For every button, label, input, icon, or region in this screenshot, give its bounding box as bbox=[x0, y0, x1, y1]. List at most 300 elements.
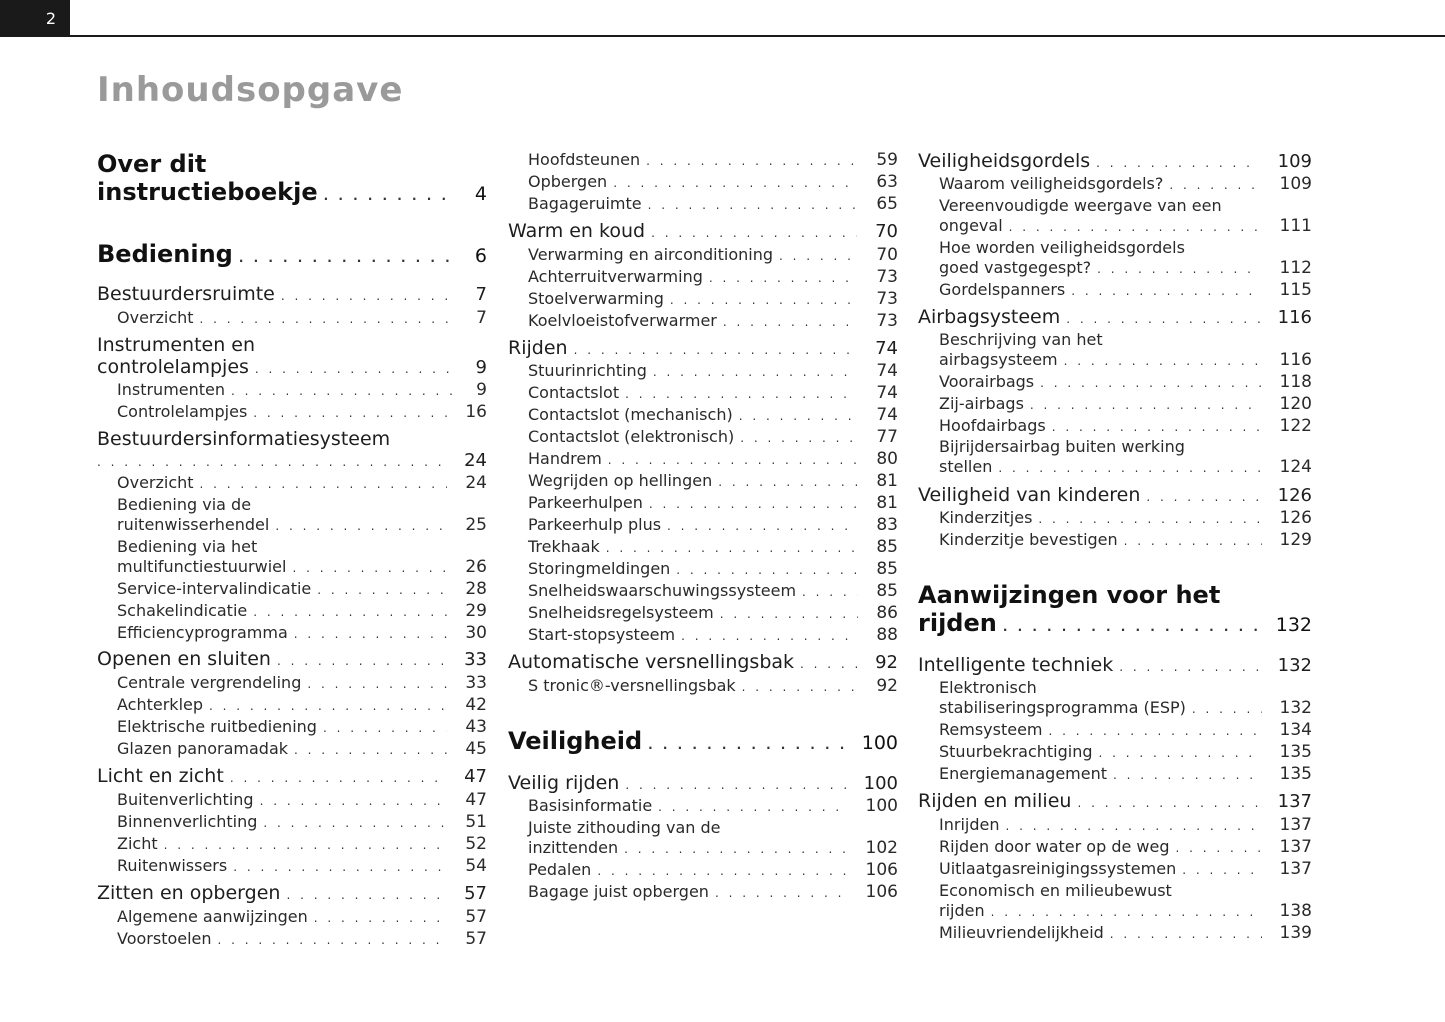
dot-leader bbox=[742, 680, 859, 694]
dot-leader bbox=[307, 677, 447, 691]
toc-entry-label: Efficiencyprogramma bbox=[117, 623, 294, 642]
toc-entry[interactable] bbox=[939, 923, 1312, 943]
toc-entry[interactable] bbox=[528, 311, 898, 331]
toc-page-number: 25 bbox=[465, 515, 487, 535]
toc-entry-label: Energiemanagement bbox=[939, 764, 1113, 783]
toc-page-number: 132 bbox=[1279, 698, 1312, 718]
dot-leader bbox=[230, 771, 446, 785]
dot-leader bbox=[1182, 863, 1261, 877]
toc-entry-label: Koelvloeistofverwarmer bbox=[528, 311, 723, 330]
toc-entry-label: S tronic®-versnellingsbak bbox=[528, 676, 742, 695]
toc-page-number: 88 bbox=[876, 625, 898, 645]
toc-entry-label: Trekhaak bbox=[528, 537, 606, 556]
toc-page-number: 63 bbox=[876, 172, 898, 192]
dot-leader bbox=[317, 583, 447, 597]
toc-entry[interactable] bbox=[918, 609, 1312, 637]
dot-leader bbox=[1052, 420, 1262, 434]
toc-entry-label: Veiligheidsgordels bbox=[918, 150, 1096, 172]
toc-entry-label-line: Bijrijdersairbag buiten werking bbox=[939, 437, 1185, 456]
toc-page-number: 92 bbox=[875, 652, 898, 673]
toc-entry-label: Hoofdsteunen bbox=[528, 150, 646, 169]
toc-page-number: 70 bbox=[876, 245, 898, 265]
dot-leader bbox=[255, 362, 458, 376]
toc-entry[interactable] bbox=[939, 280, 1312, 300]
dot-leader bbox=[253, 406, 447, 420]
toc-page-number: 132 bbox=[1275, 614, 1312, 636]
toc-page-number: 74 bbox=[875, 338, 898, 359]
toc-entry[interactable] bbox=[528, 172, 898, 192]
toc-entry-label: stabiliseringsprogramma (ESP) bbox=[939, 698, 1192, 717]
toc-entry[interactable] bbox=[97, 240, 487, 268]
toc-page-number: 85 bbox=[876, 537, 898, 557]
dot-leader bbox=[667, 519, 858, 533]
toc-entry-label: Parkeerhulpen bbox=[528, 493, 649, 512]
toc-page-number: 81 bbox=[876, 471, 898, 491]
dot-leader bbox=[651, 226, 857, 240]
toc-entry[interactable] bbox=[939, 457, 1312, 477]
toc-entry[interactable] bbox=[528, 245, 898, 265]
toc-page-number: 24 bbox=[465, 473, 487, 493]
toc-page-number: 116 bbox=[1279, 350, 1312, 370]
dot-leader bbox=[294, 743, 447, 757]
dot-leader bbox=[1005, 819, 1261, 833]
dot-leader bbox=[1099, 746, 1262, 760]
toc-entry[interactable] bbox=[918, 150, 1312, 172]
header-rule bbox=[70, 35, 1445, 37]
dot-leader bbox=[1096, 156, 1259, 170]
dot-leader bbox=[608, 453, 859, 467]
toc-entry[interactable] bbox=[528, 194, 898, 214]
toc-entry[interactable] bbox=[117, 557, 487, 577]
toc-entry[interactable] bbox=[508, 727, 898, 755]
toc-entry-label: Opbergen bbox=[528, 172, 613, 191]
dot-leader bbox=[1124, 534, 1262, 548]
toc-entry-label: Licht en zicht bbox=[97, 765, 230, 787]
page-number-tab bbox=[0, 0, 70, 37]
toc-entry[interactable] bbox=[528, 427, 898, 447]
toc-entry[interactable] bbox=[528, 882, 898, 902]
dot-leader bbox=[1119, 660, 1259, 674]
toc-page-number: 47 bbox=[464, 766, 487, 787]
toc-entry-label-line: Bestuurdersinformatiesysteem bbox=[97, 428, 391, 450]
dot-leader bbox=[97, 455, 446, 469]
toc-page-number: 30 bbox=[465, 623, 487, 643]
toc-entry-label: Zicht bbox=[117, 834, 164, 853]
toc-page-number: 65 bbox=[876, 194, 898, 214]
toc-entry[interactable] bbox=[528, 267, 898, 287]
dot-leader bbox=[314, 911, 448, 925]
dot-leader bbox=[681, 629, 858, 643]
dot-leader bbox=[1003, 620, 1258, 634]
toc-entry[interactable] bbox=[528, 860, 898, 880]
toc-entry[interactable] bbox=[939, 174, 1312, 194]
dot-leader bbox=[1030, 398, 1262, 412]
toc-entry-label: Centrale vergrendeling bbox=[117, 673, 307, 692]
toc-entry-label: Inrijden bbox=[939, 815, 1005, 834]
toc-page-number: 57 bbox=[464, 883, 487, 904]
toc-entry-label-line: Hoe worden veiligheidsgordels bbox=[939, 238, 1185, 257]
toc-page-number: 57 bbox=[465, 907, 487, 927]
toc-page-number: 106 bbox=[865, 860, 898, 880]
toc-page-number: 24 bbox=[464, 450, 487, 471]
toc-entry-label: stellen bbox=[939, 457, 998, 476]
toc-page-number: 9 bbox=[475, 357, 487, 378]
toc-entry-label: Glazen panoramadak bbox=[117, 739, 294, 758]
dot-leader bbox=[802, 585, 858, 599]
toc-entry[interactable] bbox=[939, 258, 1312, 278]
toc-page-number: 73 bbox=[876, 311, 898, 331]
dot-leader bbox=[292, 561, 447, 575]
toc-page-number: 135 bbox=[1279, 764, 1312, 784]
toc-entry[interactable] bbox=[528, 289, 898, 309]
dot-leader bbox=[1038, 512, 1261, 526]
toc-entry[interactable] bbox=[939, 508, 1312, 528]
toc-page-number: 73 bbox=[876, 267, 898, 287]
toc-entry[interactable] bbox=[117, 579, 487, 599]
toc-entry-label: Bagage juist opbergen bbox=[528, 882, 715, 901]
toc-page-number: 137 bbox=[1277, 791, 1312, 812]
toc-entry-label-line: Instrumenten en bbox=[97, 334, 256, 356]
toc-page-number: 137 bbox=[1279, 859, 1312, 879]
toc-entry-label-line: Elektronisch bbox=[939, 678, 1037, 697]
toc-page-number: 74 bbox=[876, 361, 898, 381]
toc-entry[interactable] bbox=[117, 623, 487, 643]
toc-entry[interactable] bbox=[528, 150, 898, 170]
toc-entry[interactable] bbox=[508, 220, 898, 242]
toc-entry[interactable] bbox=[117, 739, 487, 759]
toc-entry-label: Kinderzitjes bbox=[939, 508, 1038, 527]
dot-leader bbox=[648, 198, 859, 212]
toc-entry-label-line: Beschrijving van het bbox=[939, 330, 1103, 349]
toc-page-number: 9 bbox=[476, 380, 487, 400]
toc-entry[interactable] bbox=[939, 815, 1312, 835]
toc-entry-label: Bediening bbox=[97, 240, 239, 268]
dot-leader bbox=[253, 605, 447, 619]
toc-entry[interactable] bbox=[939, 372, 1312, 392]
toc-entry[interactable] bbox=[97, 178, 487, 206]
page-number: 2 bbox=[45, 9, 57, 28]
toc-entry[interactable] bbox=[939, 216, 1312, 236]
toc-entry[interactable] bbox=[117, 790, 487, 810]
toc-entry-label: rijden bbox=[918, 609, 1003, 637]
toc-page-number: 59 bbox=[876, 150, 898, 170]
toc-entry-label: Schakelindicatie bbox=[117, 601, 253, 620]
toc-page-number: 126 bbox=[1279, 508, 1312, 528]
toc-entry[interactable] bbox=[528, 361, 898, 381]
toc-entry-label: controlelampjes bbox=[97, 356, 255, 378]
toc-entry-label: Service-intervalindicatie bbox=[117, 579, 317, 598]
toc-entry-label-line: Bediening via het bbox=[117, 537, 258, 556]
dot-leader bbox=[779, 249, 858, 263]
toc-page-number: 47 bbox=[465, 790, 487, 810]
toc-page-number: 135 bbox=[1279, 742, 1312, 762]
toc-entry-label: Handrem bbox=[528, 449, 608, 468]
toc-entry[interactable] bbox=[528, 405, 898, 425]
dot-leader bbox=[1071, 284, 1261, 298]
dot-leader bbox=[324, 189, 457, 203]
toc-entry-label: Rijden door water op de weg bbox=[939, 837, 1176, 856]
toc-page-number: 126 bbox=[1277, 485, 1312, 506]
toc-entry-label: Controlelampjes bbox=[117, 402, 253, 421]
toc-entry[interactable] bbox=[528, 603, 898, 623]
toc-entry-label: Parkeerhulp plus bbox=[528, 515, 667, 534]
toc-entry-label: Verwarming en airconditioning bbox=[528, 245, 779, 264]
toc-entry-label: Stoelverwarming bbox=[528, 289, 670, 308]
toc-entry[interactable] bbox=[117, 717, 487, 737]
toc-entry[interactable] bbox=[939, 837, 1312, 857]
toc-entry[interactable] bbox=[528, 581, 898, 601]
dot-leader bbox=[323, 721, 447, 735]
toc-page-number: 74 bbox=[876, 405, 898, 425]
toc-page-number: 132 bbox=[1277, 655, 1312, 676]
toc-page-number: 45 bbox=[465, 739, 487, 759]
toc-entry-label: Instrumenten bbox=[117, 380, 231, 399]
toc-entry-label: Wegrijden op hellingen bbox=[528, 471, 718, 490]
toc-entry-label-line: Over dit bbox=[97, 150, 207, 178]
toc-entry[interactable] bbox=[528, 449, 898, 469]
toc-entry-label: Stuurinrichting bbox=[528, 361, 653, 380]
toc-entry-label-line: Juiste zithouding van de bbox=[528, 818, 721, 837]
toc-entry-label: Binnenverlichting bbox=[117, 812, 263, 831]
toc-entry[interactable] bbox=[508, 772, 898, 794]
toc-entry-label: Buitenverlichting bbox=[117, 790, 260, 809]
toc-entry-label: Waarom veiligheidsgordels? bbox=[939, 174, 1169, 193]
dot-leader bbox=[624, 842, 847, 856]
toc-entry-label-line: Economisch en milieubewust bbox=[939, 881, 1172, 900]
toc-entry[interactable] bbox=[117, 812, 487, 832]
toc-page-number: 100 bbox=[865, 796, 898, 816]
toc-entry[interactable] bbox=[117, 856, 487, 876]
toc-entry[interactable] bbox=[117, 673, 487, 693]
dot-leader bbox=[676, 563, 858, 577]
toc-entry-label: Start-stopsysteem bbox=[528, 625, 681, 644]
toc-entry-label: Snelheidswaarschuwingssysteem bbox=[528, 581, 802, 600]
toc-entry[interactable] bbox=[97, 648, 487, 670]
toc-entry[interactable] bbox=[117, 515, 487, 535]
toc-page-number: 42 bbox=[465, 695, 487, 715]
toc-entry[interactable] bbox=[508, 337, 898, 359]
toc-entry[interactable] bbox=[528, 625, 898, 645]
toc-entry-label: Algemene aanwijzingen bbox=[117, 907, 314, 926]
toc-entry[interactable] bbox=[939, 764, 1312, 784]
dot-leader bbox=[648, 738, 844, 752]
toc-entry[interactable] bbox=[939, 698, 1312, 718]
toc-entry-label: Automatische versnellingsbak bbox=[508, 651, 800, 673]
toc-page-number: 51 bbox=[465, 812, 487, 832]
dot-leader bbox=[164, 838, 448, 852]
toc-entry[interactable] bbox=[939, 416, 1312, 436]
toc-entry-label: rijden bbox=[939, 901, 991, 920]
dot-leader bbox=[200, 477, 448, 491]
dot-leader bbox=[1064, 354, 1262, 368]
toc-entry[interactable] bbox=[918, 654, 1312, 676]
toc-page-number: 85 bbox=[876, 581, 898, 601]
toc-entry[interactable] bbox=[97, 882, 487, 904]
toc-entry-label: Storingmeldingen bbox=[528, 559, 676, 578]
toc-entry-label: Veiligheid van kinderen bbox=[918, 484, 1146, 506]
toc-entry[interactable] bbox=[939, 394, 1312, 414]
toc-page-number: 28 bbox=[465, 579, 487, 599]
toc-entry-label: Gordelspanners bbox=[939, 280, 1071, 299]
toc-entry[interactable] bbox=[117, 834, 487, 854]
toc-page-number: 115 bbox=[1279, 280, 1312, 300]
toc-entry[interactable] bbox=[528, 796, 898, 816]
toc-page-number: 112 bbox=[1279, 258, 1312, 278]
toc-entry-label-line: Aanwijzingen voor het bbox=[918, 581, 1221, 609]
dot-leader bbox=[613, 176, 858, 190]
toc-entry[interactable] bbox=[939, 530, 1312, 550]
toc-entry[interactable] bbox=[97, 765, 487, 787]
toc-entry-label: Remsysteem bbox=[939, 720, 1049, 739]
toc-page-number: 100 bbox=[861, 732, 898, 754]
toc-entry-label: Achterruitverwarming bbox=[528, 267, 709, 286]
toc-entry[interactable] bbox=[918, 306, 1312, 328]
toc-page-number: 57 bbox=[465, 929, 487, 949]
toc-entry[interactable] bbox=[918, 790, 1312, 812]
toc-entry-label: Voorstoelen bbox=[117, 929, 218, 948]
toc-entry[interactable] bbox=[117, 907, 487, 927]
toc-entry-label: Achterklep bbox=[117, 695, 209, 714]
toc-page-number: 74 bbox=[876, 383, 898, 403]
toc-entry[interactable] bbox=[528, 515, 898, 535]
dot-leader bbox=[233, 860, 447, 874]
toc-entry-label: Voorairbags bbox=[939, 372, 1040, 391]
toc-entry[interactable] bbox=[117, 402, 487, 422]
dot-leader bbox=[597, 864, 847, 878]
toc-entry-label: Overzicht bbox=[117, 308, 200, 327]
toc-entry[interactable] bbox=[528, 559, 898, 579]
toc-entry-label-line: Vereenvoudigde weergave van een bbox=[939, 196, 1222, 215]
toc-entry[interactable] bbox=[528, 676, 898, 696]
dot-leader bbox=[1110, 927, 1262, 941]
toc-entry[interactable] bbox=[528, 471, 898, 491]
toc-entry[interactable] bbox=[939, 859, 1312, 879]
toc-entry-label: Airbagsysteem bbox=[918, 306, 1066, 328]
toc-entry[interactable] bbox=[117, 473, 487, 493]
toc-page-number: 83 bbox=[876, 515, 898, 535]
dot-leader bbox=[606, 541, 859, 555]
dot-leader bbox=[646, 154, 858, 168]
dot-leader bbox=[720, 607, 859, 621]
toc-page-number: 137 bbox=[1279, 815, 1312, 835]
toc-entry-label: multifunctiestuurwiel bbox=[117, 557, 292, 576]
toc-entry-label: Contactslot bbox=[528, 383, 625, 402]
toc-entry-label: Warm en koud bbox=[508, 220, 651, 242]
toc-entry-label: Openen en sluiten bbox=[97, 648, 277, 670]
toc-entry-label-line: Bediening via de bbox=[117, 495, 252, 514]
toc-page-number: 73 bbox=[876, 289, 898, 309]
toc-page-number: 16 bbox=[465, 402, 487, 422]
dot-leader bbox=[1169, 178, 1261, 192]
dot-leader bbox=[231, 384, 458, 398]
toc-entry-label: Veilig rijden bbox=[508, 772, 625, 794]
dot-leader bbox=[718, 475, 858, 489]
toc-page-number: 33 bbox=[465, 673, 487, 693]
dot-leader bbox=[1097, 262, 1261, 276]
toc-entry-label: Bagageruimte bbox=[528, 194, 648, 213]
toc-entry[interactable] bbox=[918, 484, 1312, 506]
toc-entry-label: Veiligheid bbox=[508, 727, 648, 755]
toc-page-number: 85 bbox=[876, 559, 898, 579]
toc-entry[interactable] bbox=[97, 450, 487, 471]
dot-leader bbox=[1192, 702, 1262, 716]
dot-leader bbox=[1176, 841, 1262, 855]
dot-leader bbox=[1049, 724, 1262, 738]
dot-leader bbox=[218, 933, 448, 947]
toc-page-number: 138 bbox=[1279, 901, 1312, 921]
dot-leader bbox=[653, 365, 859, 379]
toc-entry-label: Kinderzitje bevestigen bbox=[939, 530, 1124, 549]
toc-entry-label: Rijden en milieu bbox=[918, 790, 1077, 812]
dot-leader bbox=[670, 293, 858, 307]
toc-entry[interactable] bbox=[508, 651, 898, 673]
dot-leader bbox=[209, 699, 447, 713]
dot-leader bbox=[1146, 490, 1259, 504]
toc-entry[interactable] bbox=[97, 283, 487, 305]
dot-leader bbox=[1040, 376, 1261, 390]
toc-page-number: 124 bbox=[1279, 457, 1312, 477]
toc-entry-label: Snelheidsregelsysteem bbox=[528, 603, 720, 622]
dot-leader bbox=[263, 816, 447, 830]
toc-entry-label: Basisinformatie bbox=[528, 796, 658, 815]
toc-entry-label: Pedalen bbox=[528, 860, 597, 879]
toc-entry[interactable] bbox=[528, 493, 898, 513]
toc-entry[interactable] bbox=[939, 901, 1312, 921]
toc-entry[interactable] bbox=[939, 742, 1312, 762]
toc-page-number: 6 bbox=[474, 245, 487, 267]
dot-leader bbox=[998, 461, 1261, 475]
toc-page-number: 77 bbox=[876, 427, 898, 447]
toc-page-number: 33 bbox=[464, 649, 487, 670]
toc-entry-label: goed vastgegespt? bbox=[939, 258, 1097, 277]
toc-entry-label: Rijden bbox=[508, 337, 574, 359]
toc-entry-label: instructieboekje bbox=[97, 178, 324, 206]
toc-entry[interactable] bbox=[117, 929, 487, 949]
dot-leader bbox=[1066, 312, 1259, 326]
toc-page-number: 116 bbox=[1277, 307, 1312, 328]
toc-entry-label: Overzicht bbox=[117, 473, 200, 492]
toc-page-number: 120 bbox=[1279, 394, 1312, 414]
dot-leader bbox=[625, 387, 858, 401]
toc-page-number: 7 bbox=[475, 284, 487, 305]
toc-entry[interactable] bbox=[528, 383, 898, 403]
dot-leader bbox=[239, 251, 457, 265]
dot-leader bbox=[649, 497, 859, 511]
toc-entry-label: Contactslot (elektronisch) bbox=[528, 427, 740, 446]
toc-entry[interactable] bbox=[117, 308, 487, 328]
toc-entry-label: ongeval bbox=[939, 216, 1009, 235]
toc-entry[interactable] bbox=[117, 695, 487, 715]
dot-leader bbox=[286, 888, 446, 902]
toc-entry[interactable] bbox=[939, 720, 1312, 740]
dot-leader bbox=[1113, 768, 1262, 782]
toc-entry-label: Ruitenwissers bbox=[117, 856, 233, 875]
toc-entry[interactable] bbox=[97, 356, 487, 378]
toc-entry[interactable] bbox=[528, 537, 898, 557]
toc-entry-label: Hoofdairbags bbox=[939, 416, 1052, 435]
toc-entry[interactable] bbox=[117, 601, 487, 621]
toc-entry[interactable] bbox=[117, 380, 487, 400]
toc-page-number: 111 bbox=[1279, 216, 1312, 236]
toc-page-number: 4 bbox=[474, 183, 487, 205]
toc-entry[interactable] bbox=[939, 350, 1312, 370]
toc-entry[interactable] bbox=[528, 838, 898, 858]
dot-leader bbox=[658, 800, 847, 814]
toc-page-number: 86 bbox=[876, 603, 898, 623]
page-title: Inhoudsopgave bbox=[97, 70, 404, 110]
dot-leader bbox=[715, 886, 848, 900]
toc-page-number: 54 bbox=[465, 856, 487, 876]
